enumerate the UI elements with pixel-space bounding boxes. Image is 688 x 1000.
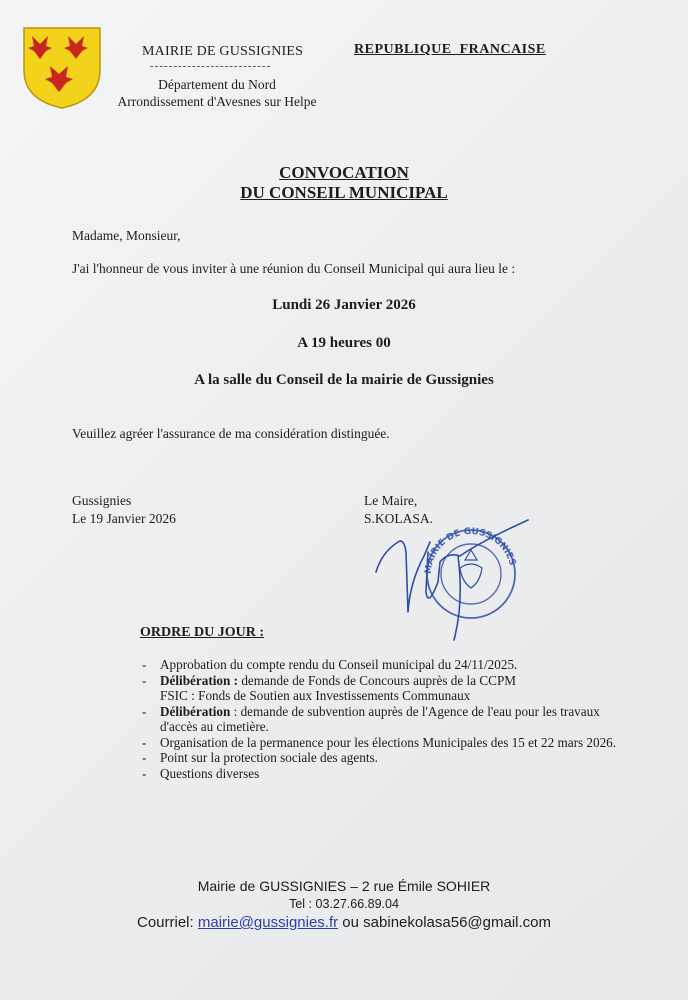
meeting-place: A la salle du Conseil de la mairie de Gussignies (194, 372, 494, 388)
mayor-name: S.KOLASA. (364, 511, 434, 526)
gussignies-coat-of-arms-logo (22, 26, 102, 110)
agenda-dash: - (142, 765, 147, 781)
closing-text: Veuillez agréer l'assurance de ma considération distinguée. (72, 426, 390, 441)
mayor-email: sabinekolasa56@gmail.com (363, 914, 551, 931)
agenda-item (142, 704, 620, 735)
agenda-item (142, 735, 620, 751)
mairie-name: MAIRIE DE GUSSIGNIES (142, 44, 304, 59)
agenda-title: ORDRE DU JOUR : (140, 625, 265, 640)
agenda-dash: - (142, 657, 147, 672)
agenda-dash: - (142, 672, 147, 688)
stamp-text: MAIRIE DE GUSSIGNIES (423, 526, 518, 575)
sign-date: Le 19 Janvier 2026 (72, 511, 176, 526)
meeting-date: Lundi 26 Janvier 2026 (272, 297, 416, 313)
email-separator: ou (338, 914, 364, 931)
agenda-item (142, 673, 620, 704)
agenda-list (142, 657, 620, 781)
footer-address (0, 878, 688, 894)
footer-address-name: GUSSIGNIES (259, 878, 347, 894)
title-line-2: DU CONSEIL MUNICIPAL (240, 183, 448, 202)
agenda-item-text: demande de Fonds de Concours auprès de la CCPM (238, 672, 517, 688)
agenda-item-text: Approbation du compte rendu du Conseil municipal du 24/11/2025. (160, 657, 518, 672)
footer-tel: Tel : 03.27.66.89.04 (289, 897, 399, 911)
agenda-dash: - (142, 734, 147, 750)
sign-location-date (72, 492, 176, 528)
agenda-item-bold: Délibération : (160, 672, 239, 688)
salutation: Madame, Monsieur, (72, 228, 181, 243)
signature-and-stamp-image (368, 512, 548, 652)
arrondissement: Arrondissement d'Avesnes sur Helpe (117, 94, 317, 109)
agenda-item (142, 657, 620, 673)
title-line-1: CONVOCATION (279, 163, 409, 182)
footer-address-prefix: Mairie de (197, 878, 260, 894)
header-separator: -------------------------- (150, 60, 272, 72)
department: Département du Nord (158, 77, 276, 92)
meeting-time: A 19 heures 00 (297, 335, 391, 351)
agenda-item-text: Organisation de la permanence pour les élections Municipales des 15 et 22 mars 2026. (160, 734, 617, 750)
agenda-item-text: Questions diverses (160, 765, 260, 781)
email-label: Courriel: (137, 914, 198, 931)
agenda-item (142, 766, 620, 782)
agenda-item-extra: FSIC : Fonds de Soutien aux Investissements Communaux (160, 688, 471, 703)
agenda-item (142, 750, 620, 766)
agenda-item-bold: Délibération (160, 703, 231, 719)
mairie-email-link[interactable]: mairie@gussignies.fr (197, 914, 339, 931)
footer-address-street: – 2 rue Émile SOHIER (346, 878, 491, 894)
official-stamp (424, 527, 517, 618)
intro-text: J'ai l'honneur de vous inviter à une réunion du Conseil Municipal qui aura lieu le : (72, 261, 516, 276)
agenda-dash: - (142, 750, 147, 765)
agenda-item-text: Point sur la protection sociale des agents. (160, 750, 378, 765)
footer-email (0, 914, 688, 931)
agenda-item-text: : demande de subvention auprès de l'Agence de l'eau pour les travaux d'accès au cimetière. (160, 703, 600, 734)
agenda-dash: - (142, 703, 147, 719)
mayor-role: Le Maire, (364, 493, 418, 508)
sign-city: Gussignies (72, 493, 132, 508)
department-block (112, 76, 322, 110)
republique-francaise: REPUBLIQUE FRANCAISE (354, 42, 546, 57)
